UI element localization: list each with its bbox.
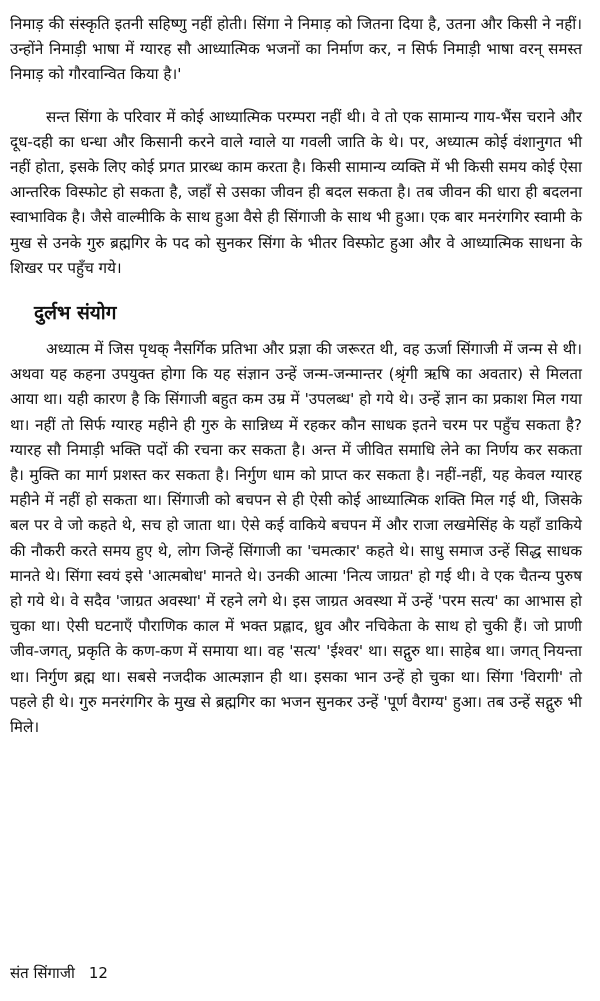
section-heading: दुर्लभ संयोग [34, 302, 117, 325]
page-footer [10, 962, 108, 984]
paragraph-3: अध्यात्म में जिस पृथक् नैसर्गिक प्रतिभा और प्रज्ञा की जरूरत थी, वह ऊर्जा सिंगाजी में जन्म से थी। अथवा यह कहना उपयुक्त होगा कि यह संज्ञान उन्हें जन्म-जन्मान्तर (श्रृंगी ऋषि का अवतार) से मिलता आया था। यही कारण है कि सिंगाजी बहुत कम उम्र में 'उपलब्ध' हो गये थे। उन्हें ज्ञान का प्रकाश मिल गया था। नहीं तो सिर्फ ग्यारह महीने ही गुरु के सान्निध्य में रहकर कौन साधक इतने चरम पर पहुँच सकता है? ग्यारह सौ निमाड़ी भक्ति पदों की रचना कर सकता है। अन्त में जीवित समाधि लेने का निर्णय कर सकता है। मुक्ति का मार्ग प्रशस्त कर सकता है। निर्गुण धाम को प्राप्त कर सकता है। नहीं-नहीं, यह केवल ग्यारह महीने में नहीं हो सकता था। सिंगाजी को बचपन से ही ऐसी कोई आध्यात्मिक शक्ति मिल गई थी, जिसके बल पर वे जो कहते थे, सच हो जाता था। ऐसे कई वाकिये बचपन में और राजा लखमेसिंह के यहाँ डाकिये की नौकरी करते समय हुए थे, लोग जिन्हें सिंगाजी का 'चमत्कार' कहते थे। साधु समाज उन्हें सिद्ध साधक मानते थे। सिंगा स्वयं इसे 'आत्मबोध' मानते थे। उनकी आत्मा 'नित्य जाग्रत' हो गई थी। वे एक चैतन्य पुरुष हो गये थे। वे सदैव 'जाग्रत अवस्था' में रहने लगे थे। इस जाग्रत अवस्था में उन्हें 'परम सत्य' का आभास हो चुका था। ऐसी घटनाएँ पौराणिक काल में भक्त प्रह्लाद, ध्रुव और नचिकेता के साथ हो चुकी हैं। जो प्राणी जीव-जगत्, प्रकृति के कण-कण में समाया था। वह 'सत्य' 'ईश्वर' था। सद्गुरु था। साहेब था। जगत् नियन्ता था। निर्गुण ब्रह्म था। सबसे नजदीक आत्मज्ञान ही था। इसका भान उन्हें हो चुका था। सिंगा 'विरागी' तो पहले ही थे। गुरु मनरंगगिर के मुख से ब्रह्मगिर का भजन सुनकर उन्हें 'पूर्ण वैराग्य' हुआ। तब उन्हें सद्गुरु भी मिले। [10, 340, 582, 737]
book-title: संत सिंगाजी [10, 964, 75, 982]
page-number: 12 [88, 964, 108, 982]
paragraph-1: निमाड़ की संस्कृति इतनी सहिष्णु नहीं होती। सिंगा ने निमाड़ को जितना दिया है, उतना और किसी ने नहीं। उन्होंने निमाड़ी भाषा में ग्यारह सौ आध्यात्मिक भजनों का निर्माण कर, न सिर्फ निमाड़ी भाषा वरन् समस्त निमाड़ को गौरवान्वित किया है।' [10, 15, 582, 84]
paragraph-2: सन्त सिंगा के परिवार में कोई आध्यात्मिक परम्परा नहीं थी। वे तो एक सामान्य गाय-भैंस चराने और दूध-दही का धन्धा और किसानी करने वाले ग्वाले या गवली जाति के थे। पर, अध्यात्म कोई वंशानुगत भी नहीं होता, इसके लिए कोई प्रगत प्रारब्ध काम करता है। किसी सामान्य व्यक्ति में भी किसी समय कोई ऐसा आन्तरिक विस्फोट हो सकता है, जहाँ से उसका जीवन ही बदल सकता है। तब जीवन की धारा ही बदलना स्वाभाविक है। जैसे वाल्मीकि के साथ हुआ वैसे ही सिंगाजी के साथ भी हुआ। एक बार मनरंगगिर स्वामी के मुख से उनके गुरु ब्रह्मगिर के पद को सुनकर सिंगा के भीतर विस्फोट हुआ और वे आध्यात्मिक साधना के शिखर पर पहुँच गये। [10, 107, 582, 277]
